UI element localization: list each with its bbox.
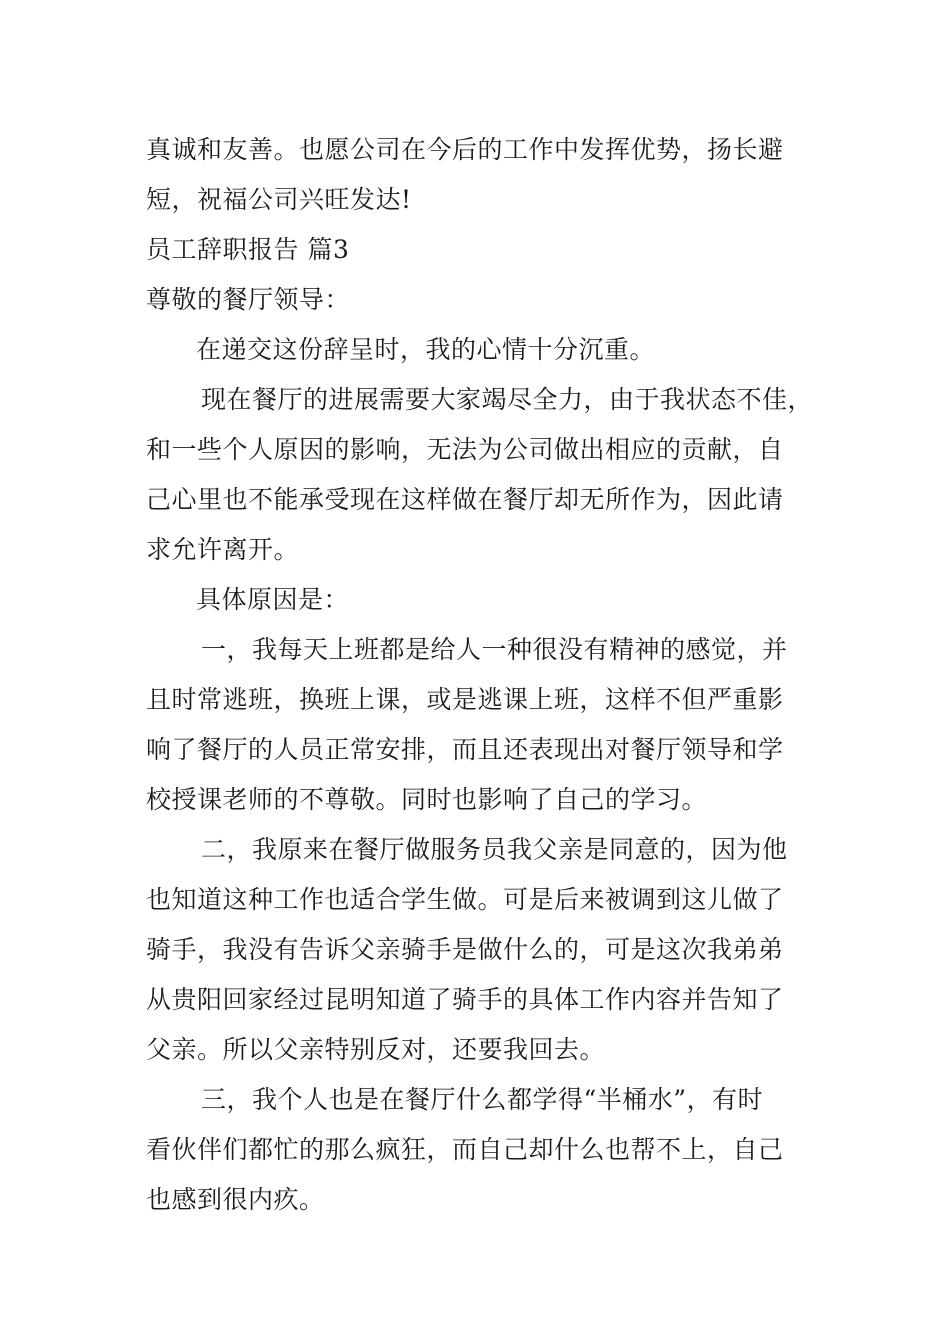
body-text-line: 父亲。所以父亲特别反对，还要我回去。 (146, 1035, 606, 1064)
body-text-line: 具体原因是： (196, 585, 350, 614)
body-text-line: 也感到很内疚。 (146, 1185, 325, 1214)
body-text-line: 真诚和友善。也愿公司在今后的工作中发挥优势，扬长避 (146, 135, 784, 164)
body-text-line: 看伙伴们都忙的那么疯狂，而自己却什么也帮不上，自己 (146, 1135, 784, 1164)
body-text-line: 短，祝福公司兴旺发达! (146, 185, 412, 214)
body-text-line: 求允许离开。 (146, 535, 300, 564)
body-text-line: 且时常逃班，换班上课，或是逃课上班，这样不但严重影 (146, 685, 784, 714)
salutation: 尊敬的餐厅领导： (146, 285, 351, 314)
body-text-line: 也知道这种工作也适合学生做。可是后来被调到这儿做了 (146, 885, 784, 914)
body-text-line: 从贵阳回家经过昆明知道了骑手的具体工作内容并告知了 (146, 985, 784, 1014)
body-text-line: 己心里也不能承受现在这样做在餐厅却无所作为，因此请 (146, 485, 784, 514)
section-heading: 员工辞职报告 篇3 (146, 235, 350, 264)
body-text-line: 和一些个人原因的影响，无法为公司做出相应的贡献，自 (146, 435, 784, 464)
body-text-line: 校授课老师的不尊敬。同时也影响了自己的学习。 (146, 785, 708, 814)
body-text-line: 在递交这份辞呈时，我的心情十分沉重。 (196, 335, 656, 364)
body-text-line: 二，我原来在餐厅做服务员我父亲是同意的，因为他 (201, 835, 788, 864)
body-text-line: 现在餐厅的进展需要大家竭尽全力，由于我状态不佳， (201, 385, 814, 414)
body-text-line: 三，我个人也是在餐厅什么都学得“半桶水”，有时 (201, 1085, 764, 1114)
body-text-line: 一，我每天上班都是给人一种很没有精神的感觉，并 (201, 635, 788, 664)
body-text-line: 骑手，我没有告诉父亲骑手是做什么的，可是这次我弟弟 (146, 935, 784, 964)
body-text-line: 响了餐厅的人员正常安排，而且还表现出对餐厅领导和学 (146, 735, 784, 764)
